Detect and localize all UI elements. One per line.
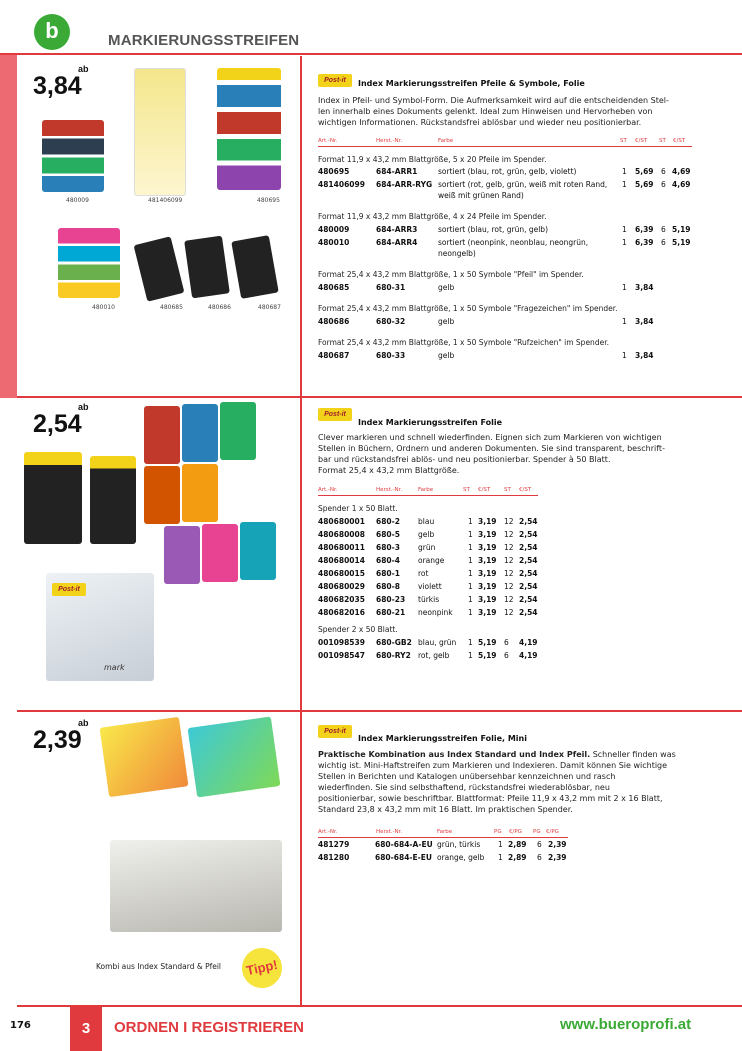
website-link[interactable]: www.bueroprofi.at xyxy=(560,1016,692,1033)
image-caption: 481406099 xyxy=(148,197,183,204)
product-title: Index Markierungsstreifen Pfeile & Symbole, Folie xyxy=(358,79,585,88)
image-caption: 480695 xyxy=(257,197,280,204)
chapter-number: 3 xyxy=(70,1007,102,1051)
price-prefix: ab xyxy=(78,64,89,74)
format-note: Spender 2 x 50 Blatt. xyxy=(318,625,398,634)
format-note: Format 25,4 x 43,2 mm Blattgröße, 1 x 50 Symbole "Pfeil" im Spender. xyxy=(318,270,584,279)
product-image-480685 xyxy=(134,236,185,301)
product-image-violet xyxy=(164,526,200,584)
product-title: Index Markierungsstreifen Folie, Mini xyxy=(358,734,527,743)
column-header: Herst.-Nr. xyxy=(376,138,403,144)
column-header: ST xyxy=(620,138,627,144)
product-image-orange xyxy=(144,466,180,524)
section-divider xyxy=(17,710,742,712)
product-image-yellow xyxy=(182,464,218,522)
product-image-blue xyxy=(182,404,218,462)
product-image-480687 xyxy=(231,235,278,299)
column-header: Farbe xyxy=(438,138,454,144)
brand-logo: b xyxy=(34,14,70,50)
product-image-book-open xyxy=(110,840,282,932)
postit-logo: Post-it xyxy=(318,74,352,87)
format-note: Format 25,4 x 43,2 mm Blattgröße, 1 x 50 Symbole "Fragezeichen" im Spender. xyxy=(318,304,618,313)
price-prefix: ab xyxy=(78,402,89,412)
product-image-480009 xyxy=(42,120,104,192)
column-header: €/PG xyxy=(509,829,522,835)
product-image-481406099 xyxy=(134,68,186,196)
product-image-480686 xyxy=(184,236,230,299)
price-prefix: ab xyxy=(78,718,89,728)
image-caption: Kombi aus Index Standard & Pfeil xyxy=(96,962,222,971)
product-title: Index Markierungsstreifen Folie xyxy=(358,418,503,427)
product-description: Index in Pfeil- und Symbol-Form. Die Aufmerksamkeit wird auf die entscheidenden Stel- len innerhalb eines Dokuments gelenkt. Ideal zum Hinweisen und Hervorheben von wichtigen Informationen. Rückstandsfrei ablösbar und wieder neu positionierbar. xyxy=(318,96,669,127)
column-header: Art.-Nr. xyxy=(318,829,338,835)
postit-logo: Post-it xyxy=(318,725,352,738)
product-image-blue-green-dispenser xyxy=(24,452,82,544)
column-header: €/ST xyxy=(478,487,491,493)
column-header: €/ST xyxy=(519,487,532,493)
section-divider xyxy=(17,1005,742,1007)
column-header: Herst.-Nr. xyxy=(376,829,403,835)
tipp-badge: Tipp! xyxy=(238,944,285,991)
image-caption: 480687 xyxy=(258,304,281,311)
chapter-title: ORDNEN I REGISTRIEREN xyxy=(114,1019,305,1036)
price: 3,84 xyxy=(33,72,82,100)
postit-logo: Post-it xyxy=(318,408,352,421)
page-title: MARKIERUNGSSTREIFEN xyxy=(108,32,300,49)
section-divider xyxy=(17,396,742,398)
product-image-480695 xyxy=(217,68,281,190)
table-row: 480010 684-ARR4 sortiert (neonpink, neonblau, neongrün, neongelb) 1 6,39 6 5,19 xyxy=(318,238,691,258)
column-header: €/ST xyxy=(673,138,686,144)
price: 2,54 xyxy=(33,410,82,438)
column-header: Herst.-Nr. xyxy=(376,487,403,493)
column-header: ST xyxy=(463,487,470,493)
column-header: Art.-Nr. xyxy=(318,487,338,493)
image-caption: 480685 xyxy=(160,304,183,311)
column-header: PG xyxy=(533,829,541,835)
product-image-pink xyxy=(202,524,238,582)
product-description: Praktische Kombination aus Index Standard und Index Pfeil. Schneller finden was wichtig ist. Mini-Haftstreifen zum Markieren und Indexieren. Damit können Sie wichtige Stellen in Berichten und Katalogen unübersehbar kennzeichnen und rasch wiederfinden. Sie sind selbsthaftend, rückstandsfrei wiederablösbar, neu positionierbar, sowie beschriftbar. Blattformat: Pfeile 11,9 x 43,2 mm mit 2 x 16 Blatt, Standard 23,8 x 43,2 mm mit 16 Blatt. Im praktischen Spender. xyxy=(318,750,676,814)
product-image-green xyxy=(220,402,256,460)
product-image-book: Post-it mark xyxy=(46,573,154,681)
product-image-mini-orange xyxy=(100,717,189,797)
column-header: €/ST xyxy=(635,138,648,144)
product-image-mini-green xyxy=(188,716,281,797)
column-header: Farbe xyxy=(418,487,434,493)
image-caption: 480686 xyxy=(208,304,231,311)
column-header: €/PG xyxy=(546,829,559,835)
product-image-red-yellow-dispenser xyxy=(90,456,136,544)
product-image-turquoise xyxy=(240,522,276,580)
column-header: PG xyxy=(494,829,502,835)
format-note: Spender 1 x 50 Blatt. xyxy=(318,504,398,513)
image-handwriting: mark xyxy=(104,663,125,672)
column-header: Art.-Nr. xyxy=(318,138,338,144)
price: 2,39 xyxy=(33,726,82,754)
format-note: Format 11,9 x 43,2 mm Blattgröße, 5 x 20 Pfeile im Spender. xyxy=(318,155,547,164)
section-color-bar xyxy=(0,55,17,398)
header-divider xyxy=(0,53,742,55)
table-row: 481406099 684-ARR-RYG sortiert (rot, gelb, grün, weiß mit roten Rand, weiß mit grünen Rand) 1 5,69 6 4,69 xyxy=(318,180,691,200)
column-header: ST xyxy=(659,138,666,144)
image-caption: 480009 xyxy=(66,197,89,204)
column-header: Farbe xyxy=(437,829,453,835)
product-image-480010 xyxy=(58,228,120,298)
column-header: ST xyxy=(504,487,511,493)
image-caption: 480010 xyxy=(92,304,115,311)
format-note: Format 25,4 x 43,2 mm Blattgröße, 1 x 50 Symbole "Rufzeichen" im Spender. xyxy=(318,338,609,347)
page-number: 176 xyxy=(10,1020,31,1031)
column-divider xyxy=(300,56,302,1006)
format-note: Format 11,9 x 43,2 mm Blattgröße, 4 x 24 Pfeile im Spender. xyxy=(318,212,547,221)
product-description: Clever markieren und schnell wiederfinden. Eignen sich zum Markieren von wichtigen Stellen in Büchern, Ordnern und anderen Dokumenten. Sie sind transparent, beschrift- bar und rückstandsfrei ablös- und neu positionierbar. Spender à 50 Blatt. Format 25,4 x 43,2 mm Blattgröße. xyxy=(318,433,665,475)
product-image-red xyxy=(144,406,180,464)
